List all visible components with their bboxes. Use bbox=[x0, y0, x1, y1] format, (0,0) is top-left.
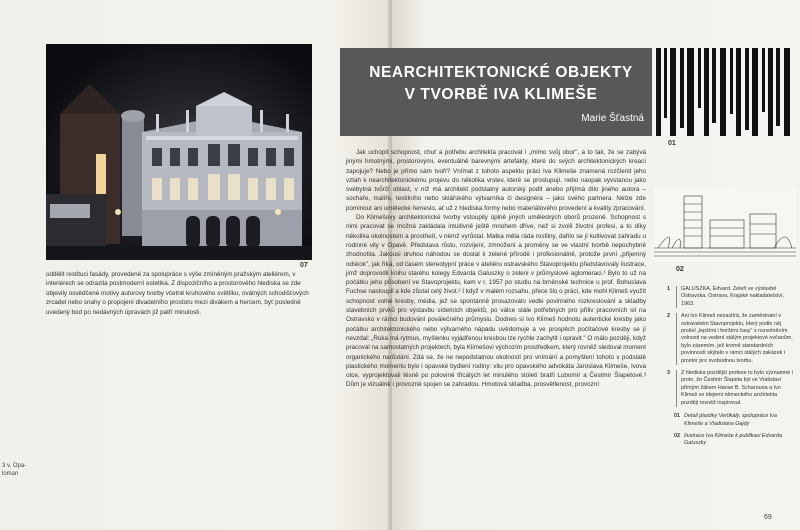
caption-01 bbox=[654, 413, 794, 428]
footnote-text: Z hlediska pozdější profese to bylo významné i proto, že Čestmír Šlapeta byl ve Vratislavi přímým žákem Hanse B. Scharouna a Ivo Klimeš se idejemi německého architekta později rovněž inspiroval. bbox=[676, 370, 794, 407]
title-line-2: V TVORBĚ IVA KLIMEŠE bbox=[404, 86, 598, 103]
chapter-author: Marie Šťastná bbox=[581, 113, 644, 124]
chapter-title bbox=[356, 62, 646, 106]
page-number: 69 bbox=[764, 514, 772, 521]
caption-number: 01 bbox=[674, 413, 680, 420]
footnote-3 bbox=[654, 370, 794, 407]
footnote-number: 1 bbox=[667, 286, 670, 292]
footnote-2 bbox=[654, 313, 794, 365]
caption-02 bbox=[654, 433, 794, 448]
theatre-night-photo bbox=[46, 44, 312, 260]
footnote-text: Ani Ivo Klimeš nezastírá, že zaměstnání v ostravském Stavoprojektu, který podle něj prošel „lepšími i horšími časy" s rozvolněním volnosti na vedení stálým projektové ovčanům, bylo zázemím, jež kromě standardních povinností skýtalo v rámci stálých zakázek i prostor pro svobodnou tvorbu. bbox=[676, 313, 794, 365]
illustration-sketch bbox=[654, 186, 796, 262]
footnote-number: 3 bbox=[667, 370, 670, 377]
figure-captions bbox=[654, 413, 794, 448]
body-paragraph-2: Do Klimešovy architektonické tvorby vstoupily úplně jiných uměleckých oborů prozeně. Schopnost s nimi pracovat se možná zakládala intuitivně ještě mnohem dříve, než si zvolil životní profesi, a to díky několika okolnostem a prostředí, v němž vyrůstal. Matka měla ráda rostliny, dařilo se jí kultivovat zahradu u rodinné vily v Opavě. Představa růstu, rozvíjení, zmnožení a proměny se ve vlastní tvorbě nepochybně zhodnotila. Jakousi druhou náhodou se dostal k zelené přírodě i profesionálně, protože první „přijemný odskok", jak říká, od časem stereotypní práce v ateliéru ostravského Stavoprojektu představovaly ilustrace, jimž doprovodil knihu starého kolegy Edvarda Galuszky o zeleni v průmyslové aglomeraci.¹ Bylo to už na počátku jeho působení ve Stavoprojektu, kam v r. 1957 po studiu na brněnské technice u prof. Bohuslava Fuchse nastoupil a kde zůstal celý život.² I když v malém rozsahu, přece šlo o práci, kde mohl Klimeš využít schopnost volné kresby, média, jež se spontánně prosazovalo vedle povinného rozkreslování a skladby stavebních prvků pro výstavbu sídelních objektů, po válce stále potřebných pro příliv pracovních sil na Ostravsko v rámci budování poválečného průmyslu. Dodnes si Ivo Klimeš hodnotu autentické kresby jako počátku architektonického nebo výtvarného nápadu uvědomuje a ve prospěch počítačové kresby se jí nevzdal: „Ruka má rytmus, myšlenku vyjádřenou kresbou lze rychle zachytit i opravit." O málo později, když pracoval na samostatných projektech, byla Klimešovi výchozím prostředkem, který rovněž sledoval moment organického narůstání. Zdá se, že ne nepodstatnou okolností pro vnímání a pomyšlení tohoto v podstatě plastického momentu bylo i opavské bydlení rodiny: vilu pro opavského advokáta Jaroslava Klimeše, Ivova otce, vyprojektovali těsně po polovině třicátých let minulého století bratři Lubomír a Čestmír Šlapetové.³ Dům je vizuálně i provozně spojen se zahradou. Hmotová skladba, prosvětlenost, provozní bbox=[346, 214, 646, 389]
footnote-number: 2 bbox=[667, 313, 670, 320]
figure-number-02: 02 bbox=[676, 266, 684, 273]
article-body bbox=[346, 148, 646, 390]
figure-number-01: 01 bbox=[668, 140, 676, 147]
title-line-1: NEARCHITEKTONICKÉ OBJEKTY bbox=[369, 64, 633, 81]
caption-text: Detail plastiky Vertikály, spolupráce Iva Klimeše a Vladislava Gajdy bbox=[684, 413, 777, 427]
footnote-1 bbox=[654, 286, 794, 308]
left-page bbox=[0, 0, 392, 530]
caption-text: Ilustrace Iva Klimeše k publikaci Edvarda Galuszky bbox=[684, 432, 782, 447]
body-paragraph-1: Jak uchopit schopnost, chuť a potřebu architekta pracovat i „mimo svůj obor", a to tak, že se zabývá jinými hmotnými, prostorovými, eventuálně barevnými artefakty, které do svých architektonických kreací zapojuje? Nebo je přímo sám tvoří? Vnímat z tohoto aspektu práci Iva Klimeše znamená rozčlenit jeho vztah k nearchitektonickému projevu do několika vrstev, které se prostupují, nebo naopak vyvstanou jako svébytná tvůrčí oblast, v níž má architekt podstatný autorský podíl anebo přijímá dílo jiného autora – sochaře, malíře, textilního nebo sklářského výtvarníka či designéra – jako svého partnera. Nelze zde pominout ani umělecké řemeslo, ať už z hlediska formy nebo materiálového provedení a kvality zpracování. bbox=[346, 149, 646, 212]
figure-number-07: 07 bbox=[300, 262, 308, 269]
footnote-text: GALUSZKA, Edvard. Zeleň ve výstavbě Ostravska. Ostrava, Krajské nakladatelství, 1963. bbox=[676, 286, 794, 308]
vertical-sculpture-photo bbox=[654, 48, 794, 136]
caption-number: 02 bbox=[674, 432, 680, 439]
chapter-header bbox=[340, 48, 652, 136]
footnotes bbox=[654, 286, 794, 453]
left-paragraph: oddělit restituci fasády, provedené za spolupráce s výše zmíněným pražským ateliérem, v interiérech se odrazila postmoderní estetika. Z dispozičního a prostorového hlediska se zde objevily osvědčené motivy autorovy tvorby včetně kruhového světlíku, oválných schodišťových zrcadel nebo snahy o propojení divadelního prostoru mezi divákem a hercem, byť posledně uvedený bod po nedávných úpravách již patří minulosti. bbox=[46, 271, 309, 316]
margin-note: 3 v. Opa- loman bbox=[2, 463, 27, 477]
